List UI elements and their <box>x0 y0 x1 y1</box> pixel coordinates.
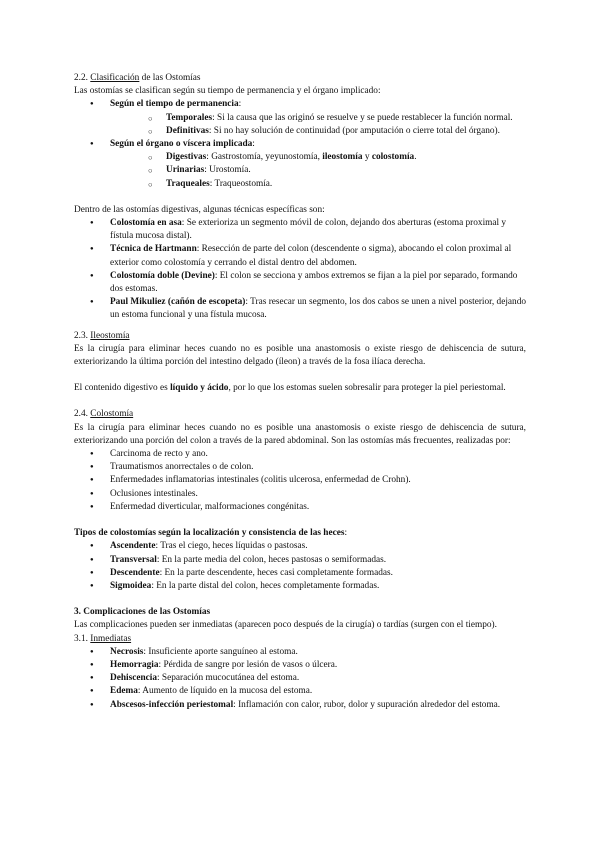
sublist-item: ○ Temporales: Si la causa que las originó se resuelve y se puede restablecer la función normal. <box>74 112 526 125</box>
list-item: ● Hemorragia: Pérdida de sangre por lesión de vasos o úlcera. <box>74 659 526 672</box>
immediate-complications-list <box>74 646 526 712</box>
list-item: ● Según el tiempo de permanencia: ○ Temporales: Si la causa que las originó se resuelve y se puede restablecer la función normal. ○ Definitivas: Si no hay solución de continuidad (por amputación o cierre total del órgano). <box>74 98 526 138</box>
list-item: ● Necrosis: Insuficiente aporte sanguíneo al estoma. <box>74 646 526 659</box>
classification-intro: Las ostomías se clasifican según su tiempo de permanencia y el órgano implicado: <box>74 86 381 97</box>
list-item: ● Enfermedades inflamatorias intestinales (colitis ulcerosa, enfermedad de Crohn). <box>74 474 526 487</box>
colostomy-paragraph: Es la cirugía para eliminar heces cuando no es posible una anastomosis o existe riesgo de dehiscencia de sutura, exteriorizando una porción del colon a través de la pared abdominal. Son las ostomías más frecuentes, realizadas por: <box>74 422 526 446</box>
section-3-1-heading: 3.1. Inmediatas <box>74 633 132 644</box>
list-item-title: Según el tiempo de permanencia <box>110 99 239 110</box>
list-item: ● Oclusiones intestinales. <box>74 488 526 501</box>
list-item: ● Dehiscencia: Separación mucocutánea del estoma. <box>74 672 526 685</box>
classification-list <box>74 98 526 190</box>
section-2-4-heading: 2.4. Colostomía <box>74 409 134 420</box>
heading-underlined: Clasificación <box>90 73 140 83</box>
list-item: ● Según el órgano o víscera implicada: ○ Digestivas: Gastrostomía, yeyunostomía, ileostomía y colostomía. ○ Urinarias: Urostomía. ○ Traqueales: Traqueostomía. <box>74 138 526 191</box>
section-number: 2.2. <box>74 73 88 83</box>
list-item: ● Paul Mikuliez (cañón de escopeta): Tras resecar un segmento, los dos cabos se unen a nivel posterior, dejando un estoma funcional y una fístula mucosa. <box>74 296 526 322</box>
sublist <box>74 112 526 138</box>
sublist-item: ○ Definitivas: Si no hay solución de continuidad (por amputación o cierre total del órgano). <box>74 125 526 138</box>
list-item-title: Según el órgano o víscera implicada <box>110 139 253 150</box>
section-2-2-heading <box>74 72 526 85</box>
list-item: ● Descendente: En la parte descendente, heces casi completamente formadas. <box>74 567 526 580</box>
sublist-item: ○ Urinarias: Urostomía. <box>74 164 526 177</box>
list-item: ● Transversal: En la parte media del colon, heces pastosas o semiformadas. <box>74 554 526 567</box>
complications-intro: Las complicaciones pueden ser inmediatas (aparecen poco después de la cirugía) o tardías (surgen con el tiempo). <box>74 620 497 631</box>
section-2-3-heading: 2.3. Ileostomía <box>74 330 130 341</box>
causes-list <box>74 448 526 514</box>
list-item: ● Traumatismos anorrectales o de colon. <box>74 461 526 474</box>
heading-rest: de las Ostomías <box>139 73 201 83</box>
sublist-item: ○ Digestivas: Gastrostomía, yeyunostomía, ileostomía y colostomía. <box>74 151 526 164</box>
list-item: ● Carcinoma de recto y ano. <box>74 448 526 461</box>
list-item: ● Ascendente: Tras el ciego, heces líquidas o pastosas. <box>74 540 526 553</box>
section-3-heading: 3. Complicaciones de las Ostomías <box>74 607 211 618</box>
ileostomy-paragraph: Es la cirugía para eliminar heces cuando no es posible una anastomosis o existe riesgo de dehiscencia de sutura, exteriorizando la última porción del intestino delgado (íleon) a través de la fosa ilíaca derecha. <box>74 343 526 368</box>
document-page <box>74 72 526 712</box>
colostomy-types-title: Tipos de colostomías según la localización y consistencia de las heces: <box>74 528 348 539</box>
ileostomy-content-paragraph: El contenido digestivo es líquido y ácido, por lo que los estomas suelen sobresalir para proteger la piel periestomal. <box>74 383 506 394</box>
list-item: ● Técnica de Hartmann: Resección de parte del colon (descendente o sigma), abocando el colon proximal al exterior como colostomía y cerrando el distal dentro del abdomen. <box>74 243 526 269</box>
list-item: ● Enfermedad diverticular, malformaciones congénitas. <box>74 501 526 514</box>
list-item: ● Colostomía en asa: Se exterioriza un segmento móvil de colon, dejando dos aberturas (estoma proximal y fístula mucosa distal). <box>74 217 526 243</box>
sublist-item: ○ Traqueales: Traqueostomía. <box>74 178 526 191</box>
techniques-list <box>74 217 526 323</box>
sublist <box>74 151 526 191</box>
digestive-intro: Dentro de las ostomías digestivas, algunas técnicas específicas son: <box>74 204 325 215</box>
list-item: ● Sigmoidea: En la parte distal del colon, heces completamente formadas. <box>74 580 526 593</box>
list-item: ● Abscesos-infección periestomal: Inflamación con calor, rubor, dolor y supuración alrededor del estoma. <box>74 699 526 712</box>
colostomy-types-list <box>74 540 526 593</box>
list-item: ● Colostomía doble (Devine): El colon se secciona y ambos extremos se fijan a la piel por separado, formando dos estomas. <box>74 270 526 296</box>
list-item: ● Edema: Aumento de líquido en la mucosa del estoma. <box>74 685 526 698</box>
